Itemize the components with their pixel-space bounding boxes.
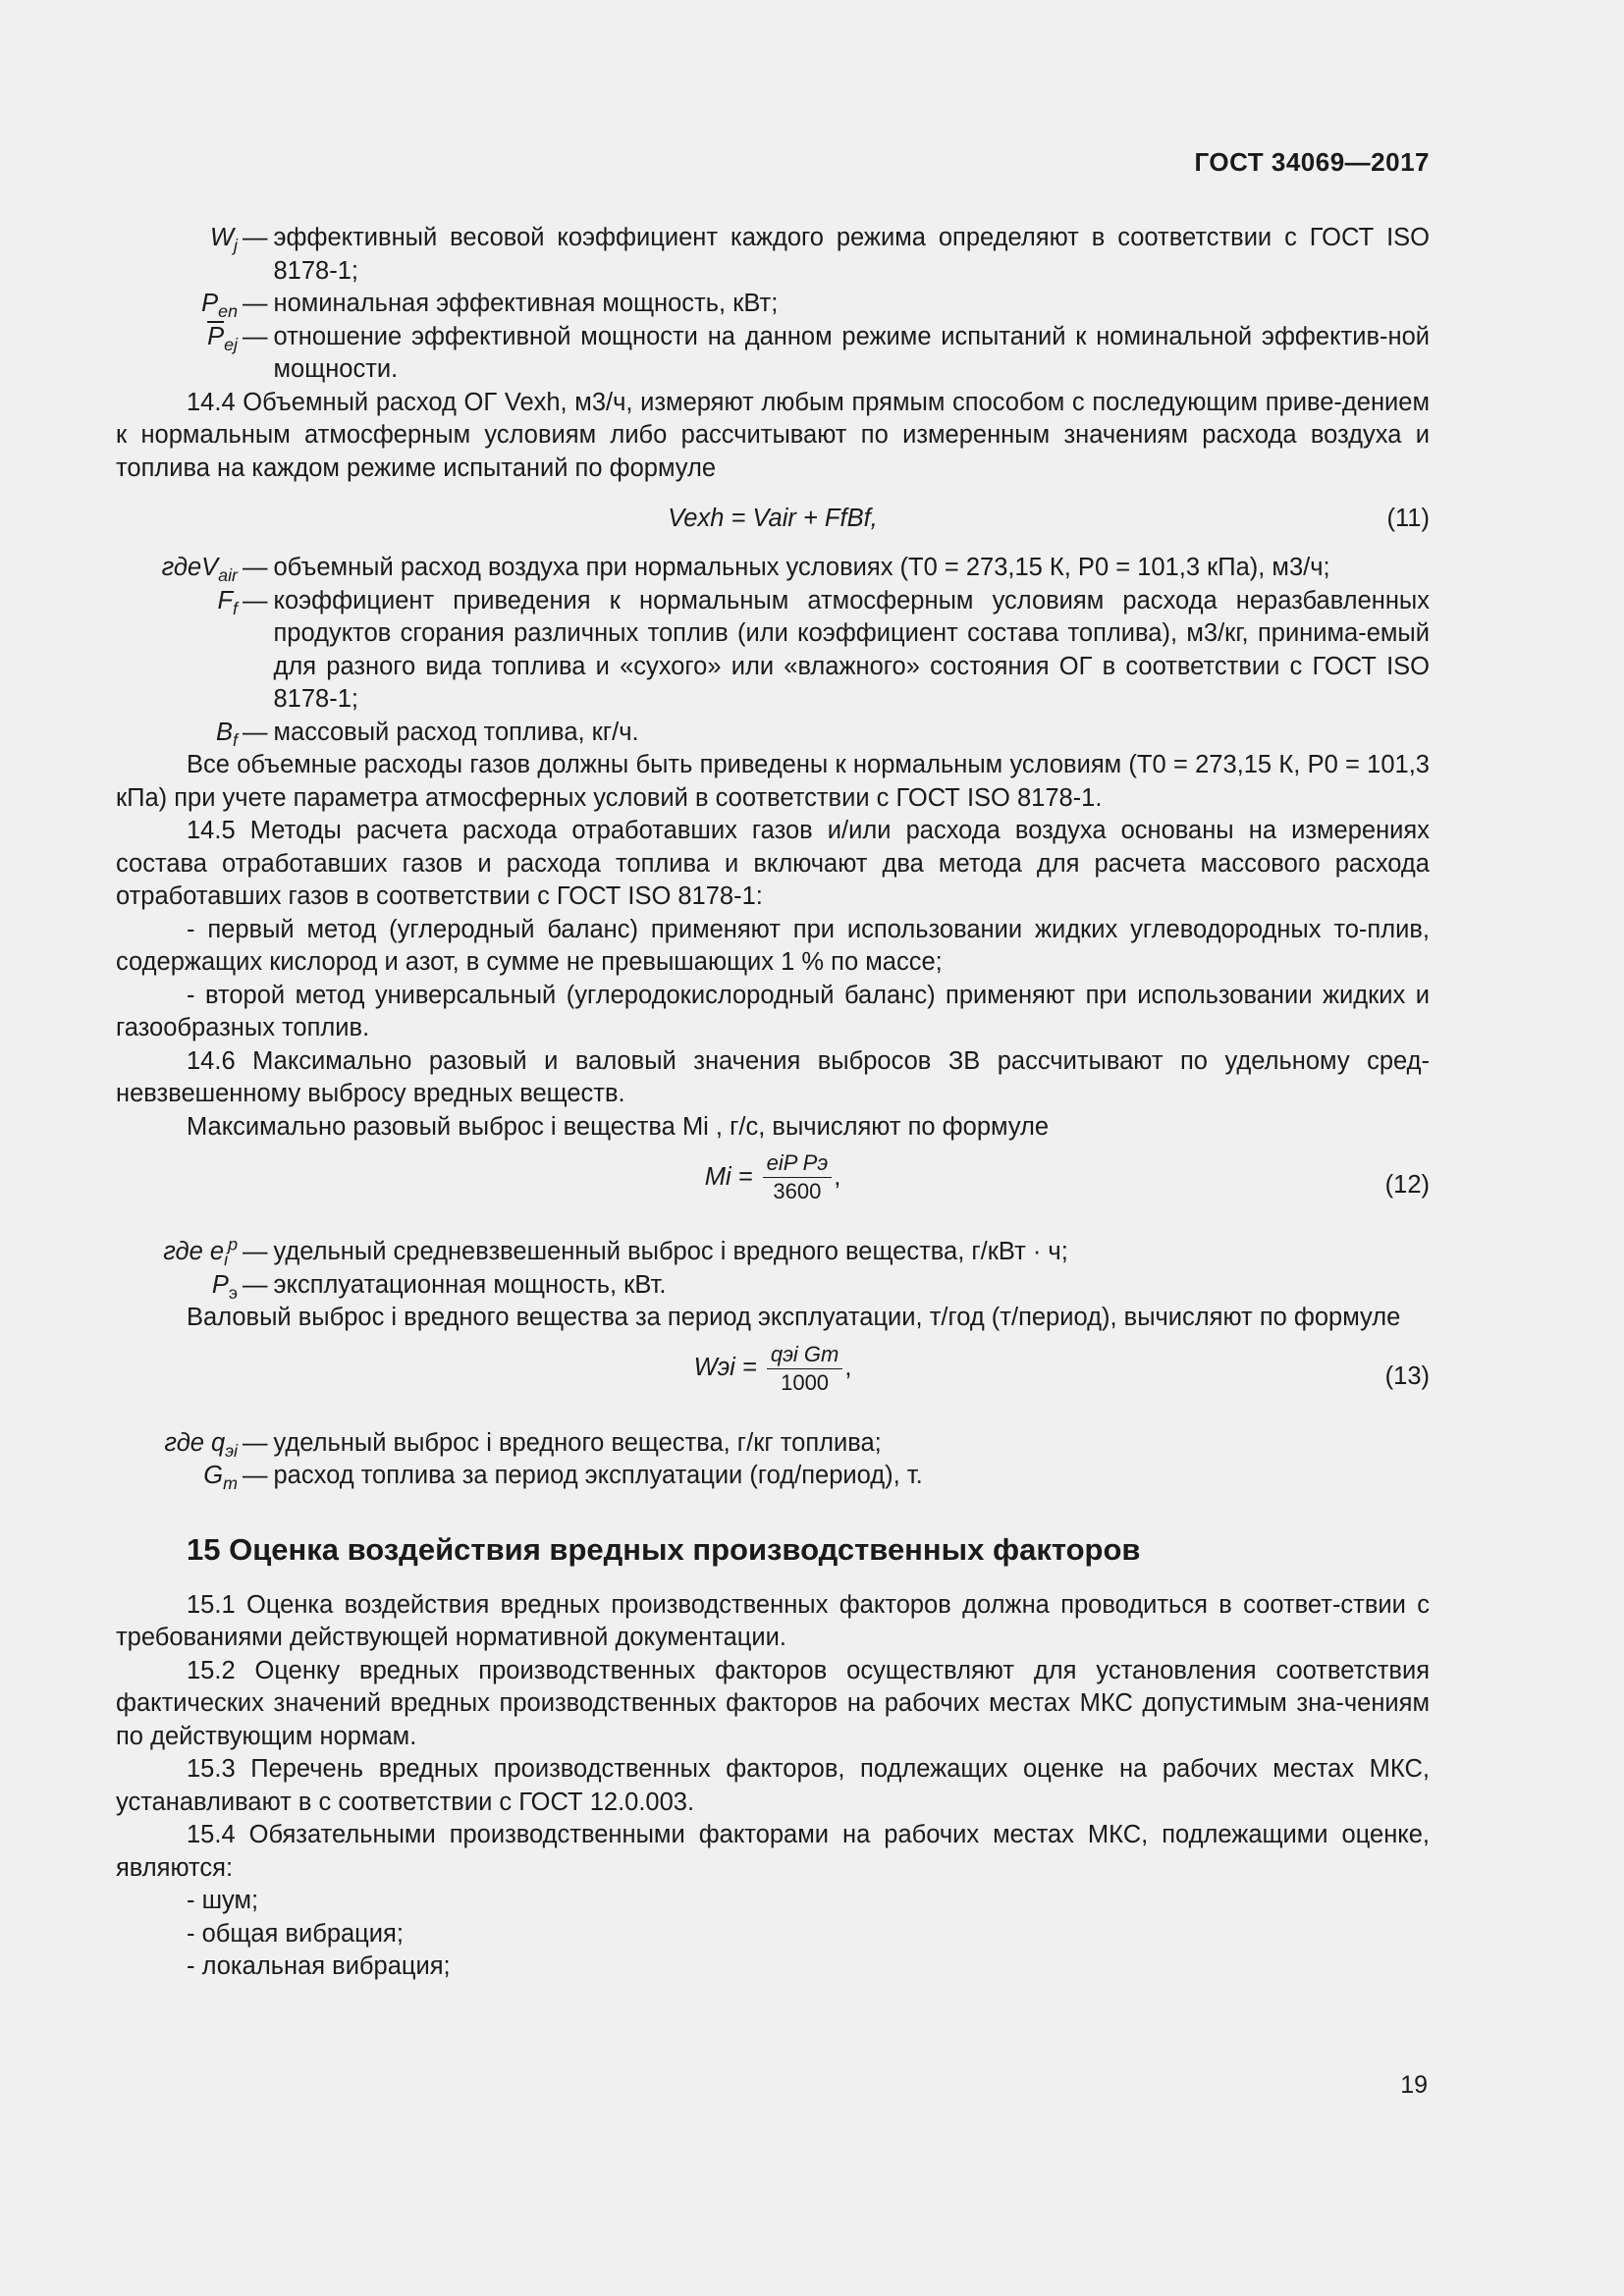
formula-number: (11) <box>1386 505 1430 532</box>
page-number: 19 <box>1400 2071 1428 2099</box>
definition-item: $F_f$ — коэффициент приведения к нормальным атмосферным условиям расхода неразбавленных продуктов сгорания различных топлив (или коэффициент состава топлива), м3/кг, принима-емый для разного вида топлива и «сухого» или «влажного» состояния ОГ в соответствии с ГОСТ ISO 8178-1; <box>116 585 1430 717</box>
formula-12: Mi = $\frac{\text{eiP Pэ}}{3600}$ , (12) <box>704 1150 1430 1203</box>
definition-text: эффективный весовой коэффициент каждого режима определяют в соответствии с ГОСТ ISO 8178-1; <box>273 224 1430 285</box>
paragraph-14-5-method-2: - второй метод универсальный (углеродокислородный баланс) применяют при использовании жидких и газообразных топлив. <box>116 981 1430 1041</box>
definition-symbol: $F_f$ <box>217 586 238 618</box>
fraction-numerator: eiP Pэ <box>766 1150 829 1175</box>
definition-symbol: $B_f$ <box>216 718 238 750</box>
definition-text: объемный расход воздуха при нормальных условиях (T0 = 273,15 К, P0 = 101,3 кПа), м3/ч; <box>273 554 1330 581</box>
fraction-denominator: 1000 <box>781 1369 830 1395</box>
definition-item: $W_j$ — эффективный весовой коэффициент каждого режима определяют в соответствии с ГОСТ ISO 8178-1; <box>116 222 1430 288</box>
paragraph-15-2: 15.2 Оценку вредных производственных факторов осуществляют для установления соответствия фактических значений вредных производственных факторов на рабочих местах МКС допустимым зна-чениям по действующим нормам. <box>116 1656 1430 1750</box>
definition-symbol: где $q_{эi}$ <box>164 1428 238 1461</box>
formula-expression: Vexh = Vair + FfBf, <box>668 505 878 532</box>
list-item: - общая вибрация; <box>187 1919 404 1948</box>
definition-item: $G_m$ — расход топлива за период эксплуатации (год/период), т. <box>116 1460 1430 1493</box>
definition-symbol: $W_j$ <box>209 224 238 256</box>
paragraph-14-4: 14.4 Объемный расход ОГ Vexh, м3/ч, измеряют любым прямым способом с последующим приве-дением к нормальным атмосферным условиям либо рассчитывают по измеренным значениям расхода воздуха и топлива на каждом режиме испытаний по формуле <box>116 388 1430 482</box>
definition-symbol: $P_{en}$ <box>201 290 238 322</box>
formula-lhs: Wэi = <box>693 1354 757 1382</box>
definition-symbol: гдеV$_{air}$ <box>161 554 238 586</box>
definition-item: где $q_{эi}$ — удельный выброс i вредного вещества, г/кг топлива; <box>116 1427 1430 1461</box>
paragraph-15-3: 15.3 Перечень вредных производственных факторов, подлежащих оценке на рабочих местах МКС, устанавливают в с соответствии с ГОСТ 12.0.003. <box>116 1755 1430 1816</box>
paragraph-max-emission: Максимально разовый выброс i вещества Mi , г/с, вычисляют по формуле <box>187 1112 1050 1141</box>
definition-item: $B_f$ — массовый расход топлива, кг/ч. <box>116 717 1430 750</box>
fraction-numerator: qэi Gm <box>770 1341 839 1366</box>
list-item: - шум; <box>187 1887 259 1914</box>
definition-item: $P_{en}$ — номинальная эффективная мощность, кВт; <box>116 288 1430 321</box>
definition-text: отношение эффективной мощности на данном режиме испытаний к номинальной эффектив-ной мощности. <box>273 322 1430 383</box>
document-id-header: ГОСТ 34069—2017 <box>1194 147 1430 177</box>
paragraph-14-6: 14.6 Максимально разовый и валовый значения выбросов ЗВ рассчитывают по удельному сред-невзвешенному выбросу вредных веществ. <box>116 1046 1430 1107</box>
formula-11 <box>116 493 1430 544</box>
definition-symbol: $P_э$ <box>211 1270 238 1303</box>
formula-13: Wэi = $\frac{\text{qэi Gm}}{1000}$ , (13) <box>693 1341 1430 1395</box>
paragraph-14-5-method-1: - первый метод (углеродный баланс) применяют при использовании жидких углеводородных то-плив, содержащих кислород и азот, в сумме не превышающих 1 % по массе; <box>116 915 1430 976</box>
formula-lhs: Mi = <box>704 1162 753 1191</box>
document-body <box>116 222 1430 1984</box>
definition-text: эксплуатационная мощность, кВт. <box>273 1270 667 1299</box>
definition-symbol: где $e_i^p$ <box>163 1234 238 1270</box>
section-15-heading: 15 Оценка воздействия вредных производственных факторов <box>187 1531 1141 1567</box>
paragraph-volumes: Все объемные расходы газов должны быть приведены к нормальным условиям (T0 = 273,15 К, P0 = 101,3 кПа) при учете параметра атмосферных условий в соответствии с ГОСТ ISO 8178-1. <box>116 751 1430 812</box>
definition-item: гдеV$_{air}$ — объемный расход воздуха при нормальных условиях (T0 = 273,15 К, P0 = 101,3 кПа), м3/ч; <box>116 552 1430 585</box>
paragraph-15-1: 15.1 Оценка воздействия вредных производственных факторов должна проводиться в соответ-ствии с требованиями действующей нормативной документации. <box>116 1590 1430 1651</box>
definition-item: $P_э$ — эксплуатационная мощность, кВт. <box>116 1269 1430 1303</box>
list-item: - локальная вибрация; <box>187 1952 451 1980</box>
definition-text: удельный средневзвешенный выброс i вредного вещества, г/кВт · ч; <box>273 1238 1068 1265</box>
definition-text: расход топлива за период эксплуатации (год/период), т. <box>273 1462 923 1489</box>
definition-text: удельный выброс i вредного вещества, г/кг топлива; <box>273 1428 882 1457</box>
paragraph-14-5: 14.5 Методы расчета расхода отработавших газов и/или расхода воздуха основаны на измерениях состава отработавших газов и расхода топлива и включают два метода для расчета массового расхода отработавших газов в соответствии с ГОСТ ISO 8178-1: <box>116 817 1430 910</box>
definition-text: массовый расход топлива, кг/ч. <box>273 718 639 746</box>
definition-text: коэффициент приведения к нормальным атмосферным условиям расхода неразбавленных продуктов сгорания различных топлив (или коэффициент состава топлива), м3/кг, принима-емый для разного вида топлива и «сухого» или «влажного» состояния ОГ в соответствии с ГОСТ ISO 8178-1; <box>273 586 1430 713</box>
definition-item: $\overline{P}_{ej}$ — отношение эффективной мощности на данном режиме испытаний к номинальной эффектив-ной мощности. <box>116 321 1430 387</box>
definition-text: номинальная эффективная мощность, кВт; <box>273 290 779 317</box>
fraction-denominator: 3600 <box>773 1179 822 1203</box>
paragraph-gross-emission: Валовый выброс i вредного вещества за период эксплуатации, т/год (т/период), вычисляют по формуле <box>187 1304 1401 1331</box>
paragraph-15-4: 15.4 Обязательными производственными факторами на рабочих местах МКС, подлежащими оценке, являются: <box>116 1821 1430 1882</box>
formula-number: (12) <box>1384 1171 1430 1199</box>
definition-item: где $e_i^p$ — удельный средневзвешенный выброс i вредного вещества, г/кВт · ч; <box>116 1236 1430 1269</box>
definition-symbol: $G_m$ <box>203 1462 238 1494</box>
formula-number: (13) <box>1384 1362 1430 1390</box>
definition-symbol: $\overline{P}_{ej}$ <box>207 322 238 354</box>
